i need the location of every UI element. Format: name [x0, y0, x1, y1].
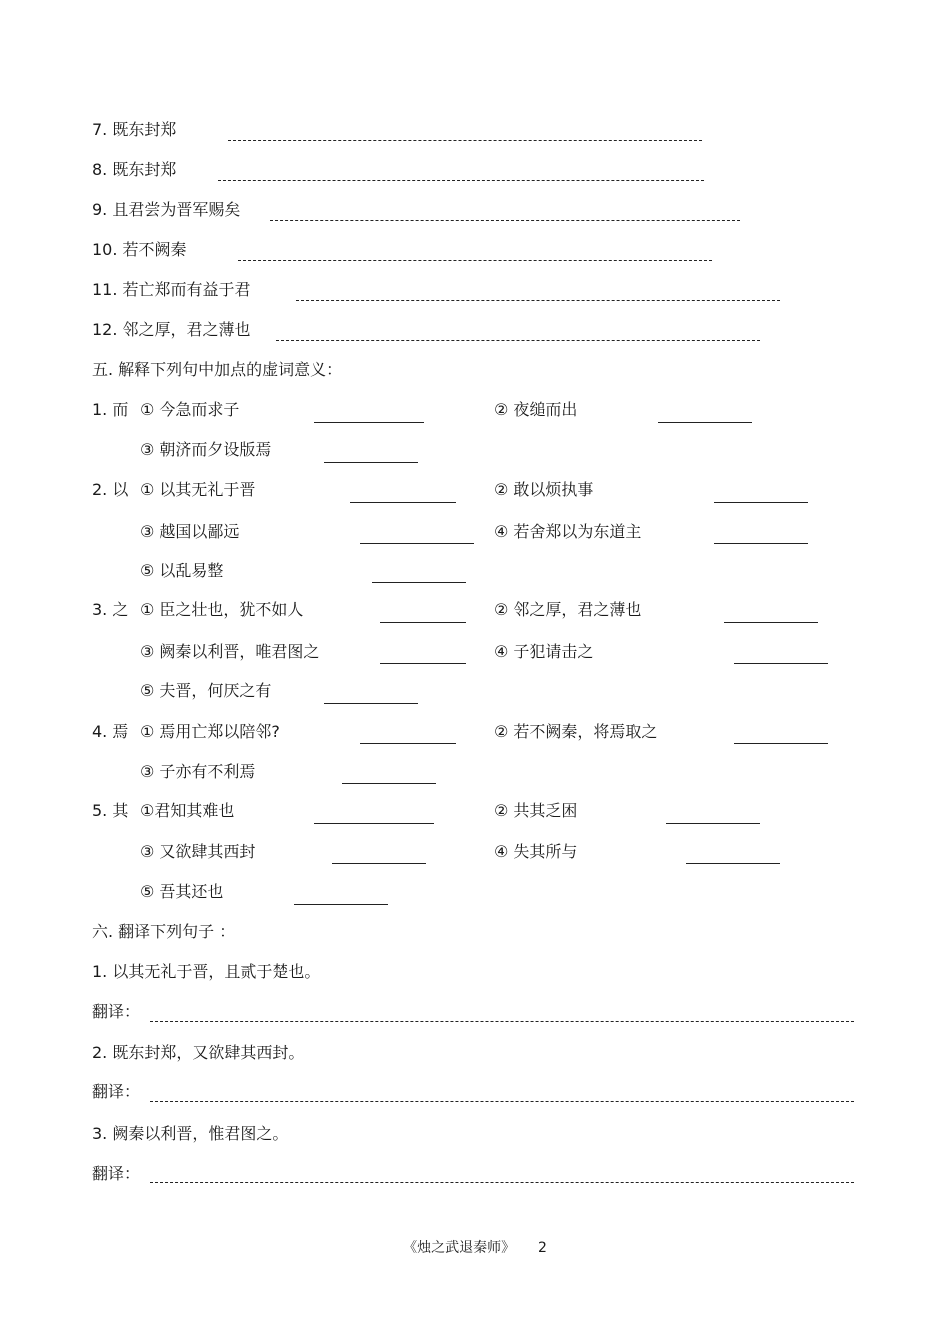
group-label-er: 1. 而 — [92, 400, 129, 419]
group-label-yi: 2. 以 — [92, 480, 129, 499]
item-qi-1: ①君知其难也 — [140, 801, 235, 820]
item-yi-3: ③ 越国以鄙远 — [140, 522, 240, 541]
item-yan-1: ① 焉用亡郑以陪邻? — [140, 722, 280, 741]
item-er-2: ② 夜缒而出 — [494, 400, 578, 419]
answer-line-7[interactable] — [228, 140, 702, 141]
blank-yan-3[interactable] — [342, 783, 436, 784]
blank-qi-4[interactable] — [686, 863, 780, 864]
translate-label-3: 翻译： — [92, 1164, 141, 1183]
page-number: 2 — [537, 1240, 547, 1256]
item-10: 10. 若不阙秦 — [92, 240, 187, 259]
item-er-1: ① 今急而求子 — [140, 400, 240, 419]
blank-er-2[interactable] — [658, 422, 752, 423]
blank-yi-2[interactable] — [714, 502, 808, 503]
translate-label-2: 翻译： — [92, 1082, 141, 1101]
answer-line-11[interactable] — [296, 300, 780, 301]
blank-zhi-4[interactable] — [734, 663, 828, 664]
blank-yan-1[interactable] — [360, 743, 456, 744]
blank-yi-1[interactable] — [350, 502, 456, 503]
item-yan-2: ② 若不阙秦，将焉取之 — [494, 722, 658, 741]
blank-qi-1[interactable] — [314, 823, 434, 824]
answer-line-10[interactable] — [238, 260, 712, 261]
item-yi-5: ⑤ 以乱易整 — [140, 561, 224, 580]
blank-er-1[interactable] — [314, 422, 424, 423]
section5-heading: 五. 解释下列句中加点的虚词意义： — [92, 360, 343, 379]
item-zhi-5: ⑤ 夫晋，何厌之有 — [140, 681, 272, 700]
item-qi-3: ③ 又欲肆其西封 — [140, 842, 256, 861]
item-zhi-3: ③ 阙秦以利晋，唯君图之 — [140, 642, 320, 661]
item-er-3: ③ 朝济而夕设版焉 — [140, 440, 272, 459]
blank-zhi-3[interactable] — [380, 663, 466, 664]
sentence-2: 2. 既东封郑，又欲肆其西封。 — [92, 1043, 305, 1062]
translate-line-2[interactable] — [150, 1101, 854, 1102]
answer-line-12[interactable] — [276, 340, 760, 341]
blank-yan-2[interactable] — [734, 743, 828, 744]
answer-line-9[interactable] — [270, 220, 740, 221]
item-7: 7. 既东封郑 — [92, 120, 177, 139]
group-label-qi: 5. 其 — [92, 801, 129, 820]
item-qi-5: ⑤ 吾其还也 — [140, 882, 224, 901]
blank-yi-5[interactable] — [372, 582, 466, 583]
item-zhi-2: ② 邻之厚，君之薄也 — [494, 600, 642, 619]
item-8: 8. 既东封郑 — [92, 160, 177, 179]
item-11: 11. 若亡郑而有益于君 — [92, 280, 251, 299]
item-9: 9. 且君尝为晋军赐矣 — [92, 200, 241, 219]
blank-qi-3[interactable] — [332, 863, 426, 864]
footer-title: 《烛之武退秦师》 — [403, 1240, 516, 1256]
group-label-yan: 4. 焉 — [92, 722, 129, 741]
blank-qi-5[interactable] — [294, 904, 388, 905]
sentence-1: 1. 以其无礼于晋，且贰于楚也。 — [92, 962, 321, 981]
item-yi-4: ④ 若舍郑以为东道主 — [494, 522, 642, 541]
blank-yi-3[interactable] — [360, 543, 474, 544]
translate-line-3[interactable] — [150, 1182, 854, 1183]
item-qi-4: ④ 失其所与 — [494, 842, 578, 861]
blank-er-3[interactable] — [324, 462, 418, 463]
translate-label-1: 翻译： — [92, 1002, 141, 1021]
blank-zhi-2[interactable] — [724, 622, 818, 623]
blank-yi-4[interactable] — [714, 543, 808, 544]
answer-line-8[interactable] — [218, 180, 704, 181]
blank-qi-2[interactable] — [666, 823, 760, 824]
sentence-3: 3. 阙秦以利晋，惟君图之。 — [92, 1124, 289, 1143]
item-yi-1: ① 以其无礼于晋 — [140, 480, 256, 499]
item-yi-2: ② 敢以烦执事 — [494, 480, 594, 499]
blank-zhi-5[interactable] — [324, 703, 418, 704]
translate-line-1[interactable] — [150, 1021, 854, 1022]
page-footer — [0, 1238, 950, 1258]
item-12: 12. 邻之厚，君之薄也 — [92, 320, 251, 339]
item-yan-3: ③ 子亦有不利焉 — [140, 762, 256, 781]
item-zhi-1: ① 臣之壮也，犹不如人 — [140, 600, 304, 619]
item-zhi-4: ④ 子犯请击之 — [494, 642, 594, 661]
group-label-zhi: 3. 之 — [92, 600, 129, 619]
section6-heading: 六. 翻译下列句子 ： — [92, 922, 236, 941]
blank-zhi-1[interactable] — [380, 622, 466, 623]
item-qi-2: ② 共其乏困 — [494, 801, 578, 820]
